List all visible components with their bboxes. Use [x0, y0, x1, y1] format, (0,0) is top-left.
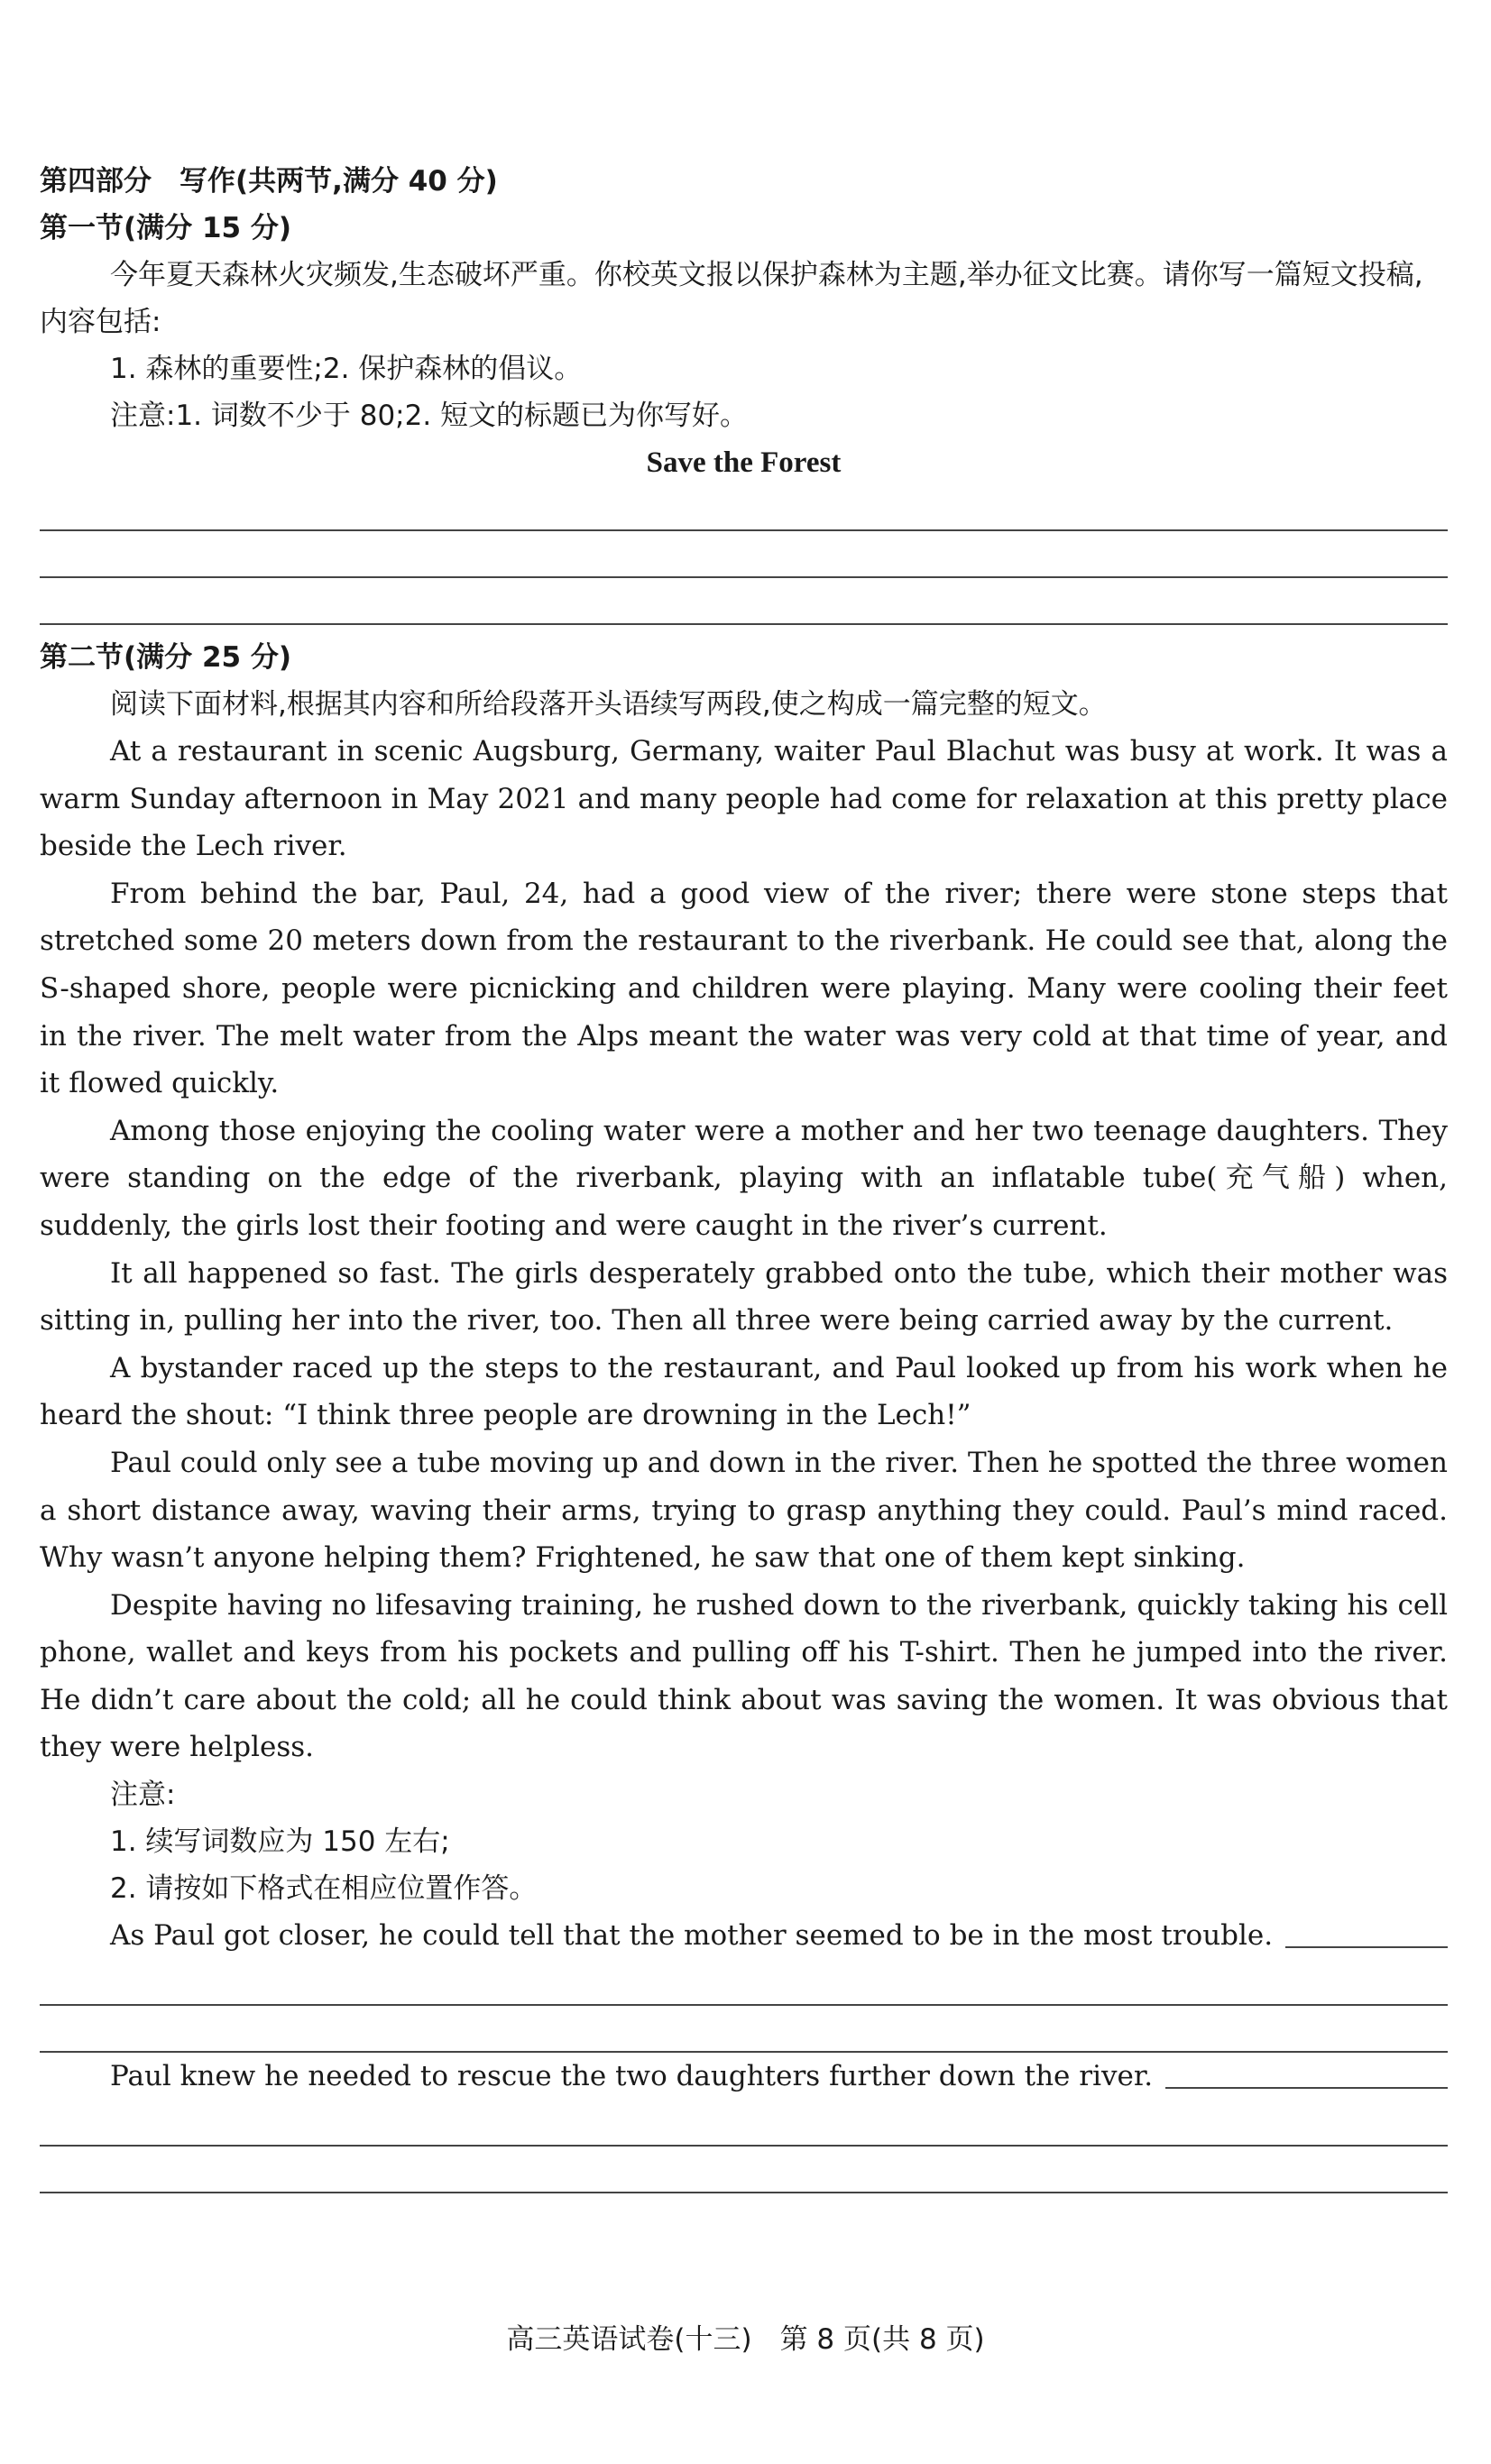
section2-note-label: 注意:	[110, 1779, 176, 1812]
answer-line[interactable]	[40, 531, 1448, 578]
section1-note: 注意:1. 词数不少于 80;2. 短文的标题已为你写好。	[110, 400, 749, 432]
section2-note-1: 1. 续写词数应为 150 左右;	[110, 1825, 450, 1859]
story-paragraph: From behind the bar, Paul, 24, had a good view of the river; there were stone steps that stretched some 20 meters down from the restaurant to the riverbank. He could see that, along the S-shaped shore, people were picnicking and children were playing. Many were cooling their feet in the river. The melt water from the Alps meant the water was very cold at that time of year, and it flowed quickly.	[40, 877, 1448, 1100]
story-paragraph: Paul could only see a tube moving up and down in the river. Then he spotted the three women a short distance away, waving their arms, trying to grasp anything they could. Paul’s mind raced. Why wasn’t anyone helping them? Frightened, he saw that one of them kept sinking.	[40, 1446, 1448, 1575]
section2-intro: 阅读下面材料,根据其内容和所给段落开头语续写两段,使之构成一篇完整的短文。	[110, 688, 1107, 721]
essay-title: Save the Forest	[646, 446, 842, 479]
answer-line[interactable]	[40, 2147, 1448, 2193]
story-paragraph: It all happened so fast. The girls desperately grabbed onto the tube, which their mother was sitting in, pulling her into the river, too. Then all three were being carried away by the current.	[40, 1256, 1448, 1338]
part-title: 第四部分 写作(共两节,满分 40 分)	[40, 165, 498, 198]
answer-blank[interactable]	[1165, 2087, 1448, 2089]
answer-line[interactable]	[40, 508, 1448, 531]
section1-points: 1. 森林的重要性;2. 保护森林的倡议。	[110, 353, 583, 385]
prompt-2-text: Paul knew he needed to rescue the two daughters further down the river.	[110, 2060, 1154, 2093]
answer-line[interactable]	[40, 1959, 1448, 2006]
answer-blank[interactable]	[1285, 1946, 1448, 1948]
story-paragraph: A bystander raced up the steps to the restaurant, and Paul looked up from his work when he heard the shout: “I think three people are drowning in the Lech!”	[40, 1351, 1448, 1432]
story-paragraph: At a restaurant in scenic Augsburg, Germany, waiter Paul Blachut was busy at work. It was a warm Sunday afternoon in May 2021 and many people had come for relaxation at this pretty place beside the Lech river.	[40, 735, 1448, 863]
section1-title: 第一节(满分 15 分)	[40, 212, 292, 244]
page-footer: 高三英语试卷(十三) 第 8 页(共 8 页)	[506, 2323, 985, 2356]
answer-line[interactable]	[40, 578, 1448, 625]
answer-line[interactable]	[40, 2100, 1448, 2147]
section1-intro: 今年夏天森林火灾频发,生态破坏严重。你校英文报以保护森林为主题,举办征文比赛。请你写一篇短文投稿,内容包括:	[40, 259, 1423, 338]
prompt-2-row	[40, 2053, 1448, 2100]
story-paragraph: Despite having no lifesaving training, he rushed down to the riverbank, quickly taking his cell phone, wallet and keys from his pockets and pulling off his T-shirt. Then he jumped into the river. He didn’t care about the cold; all he could think about was saving the women. It was obvious that they were helpless.	[40, 1588, 1448, 1764]
prompt-1-row	[40, 1912, 1448, 1959]
story-paragraph: Among those enjoying the cooling water were a mother and her two teenage daughters. They were standing on the edge of the riverbank, playing with an inflatable tube(充气船) when, suddenly, the girls lost their footing and were caught in the river’s current.	[40, 1114, 1448, 1242]
answer-line[interactable]	[40, 2006, 1448, 2053]
prompt-1-text: As Paul got closer, he could tell that the mother seemed to be in the most trouble.	[110, 1919, 1274, 1953]
section2-note-2: 2. 请按如下格式在相应位置作答。	[110, 1872, 538, 1906]
section2-title: 第二节(满分 25 分)	[40, 641, 292, 674]
